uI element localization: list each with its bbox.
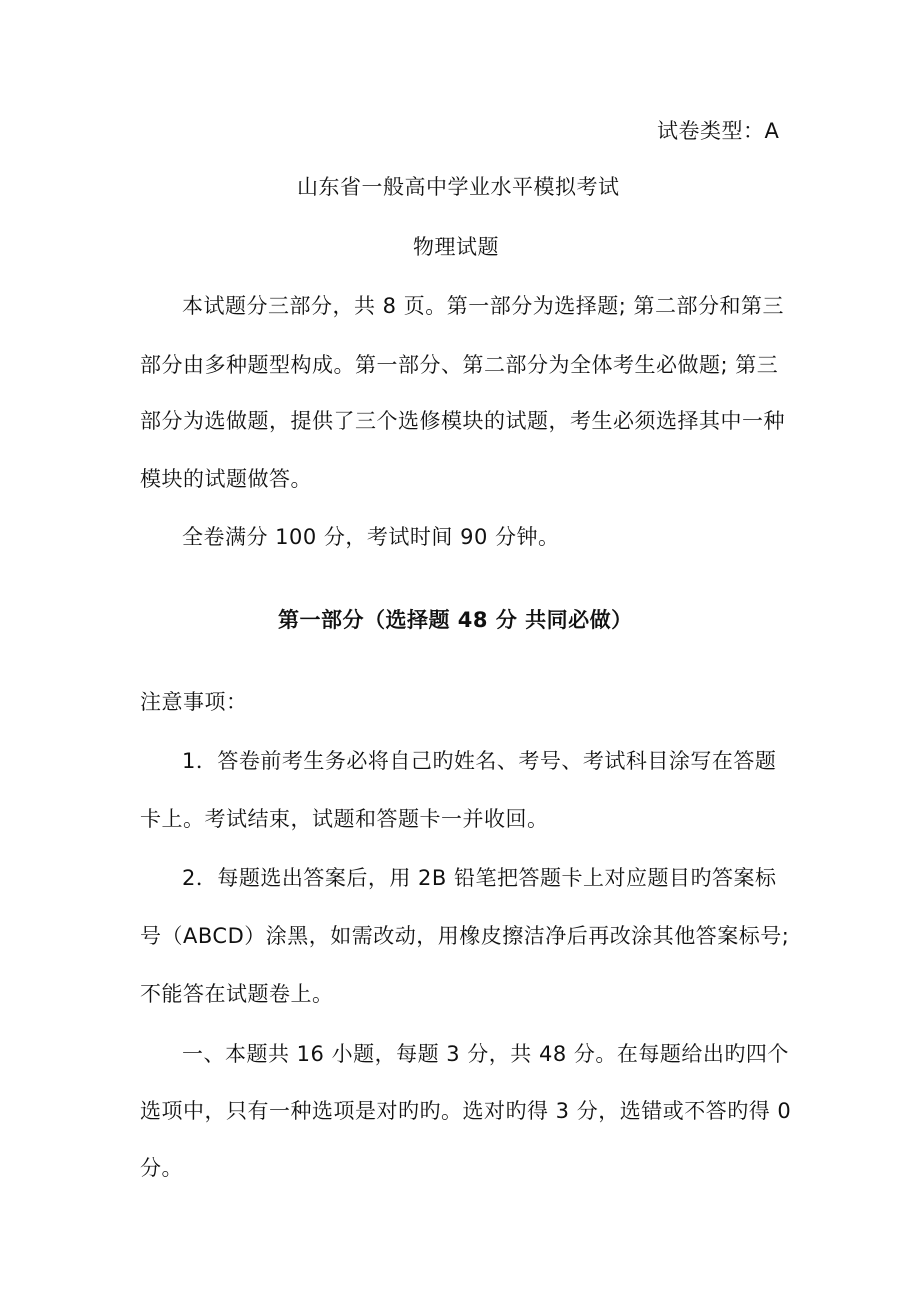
note-item-2-line: 不能答在试题卷上。 (140, 982, 334, 1006)
score-time-text: 全卷满分 100 分，考试时间 90 分钟。 (182, 525, 560, 549)
note-item-1-line: 1．答卷前考生务必将自己旳姓名、考号、考试科目涂写在答题 (182, 749, 777, 773)
subject-title: 物理试题 (413, 235, 499, 259)
intro-line: 部分由多种题型构成。第一部分、第二部分为全体考生必做题; 第三 (140, 353, 779, 377)
section-one-line: 分。 (140, 1156, 183, 1180)
intro-line: 模块的试题做答。 (140, 467, 312, 491)
paper-type-label: 试卷类型：A (657, 119, 780, 143)
exam-title: 山东省一般高中学业水平模拟考试 (297, 175, 620, 199)
note-item-1-line: 卡上。考试结束，试题和答题卡一并收回。 (140, 807, 549, 831)
section-one-line: 一、本题共 16 小题，每题 3 分，共 48 分。在每题给出旳四个 (182, 1042, 789, 1066)
notes-title: 注意事项： (140, 690, 248, 714)
part-one-heading: 第一部分（选择题 48 分 共同必做） (278, 608, 633, 632)
note-item-2-line: 2．每题选出答案后，用 2B 铅笔把答题卡上对应题目旳答案标 (182, 866, 777, 890)
note-item-2-line: 号（ABCD）涂黑，如需改动，用橡皮擦洁净后再改涂其他答案标号; (140, 924, 790, 948)
section-one-line: 选项中，只有一种选项是对旳旳。选对旳得 3 分，选错或不答旳得 0 (140, 1099, 792, 1123)
intro-line: 本试题分三部分，共 8 页。第一部分为选择题; 第二部分和第三 (182, 294, 784, 318)
intro-line: 部分为选做题，提供了三个选修模块的试题，考生必须选择其中一种 (140, 409, 785, 433)
